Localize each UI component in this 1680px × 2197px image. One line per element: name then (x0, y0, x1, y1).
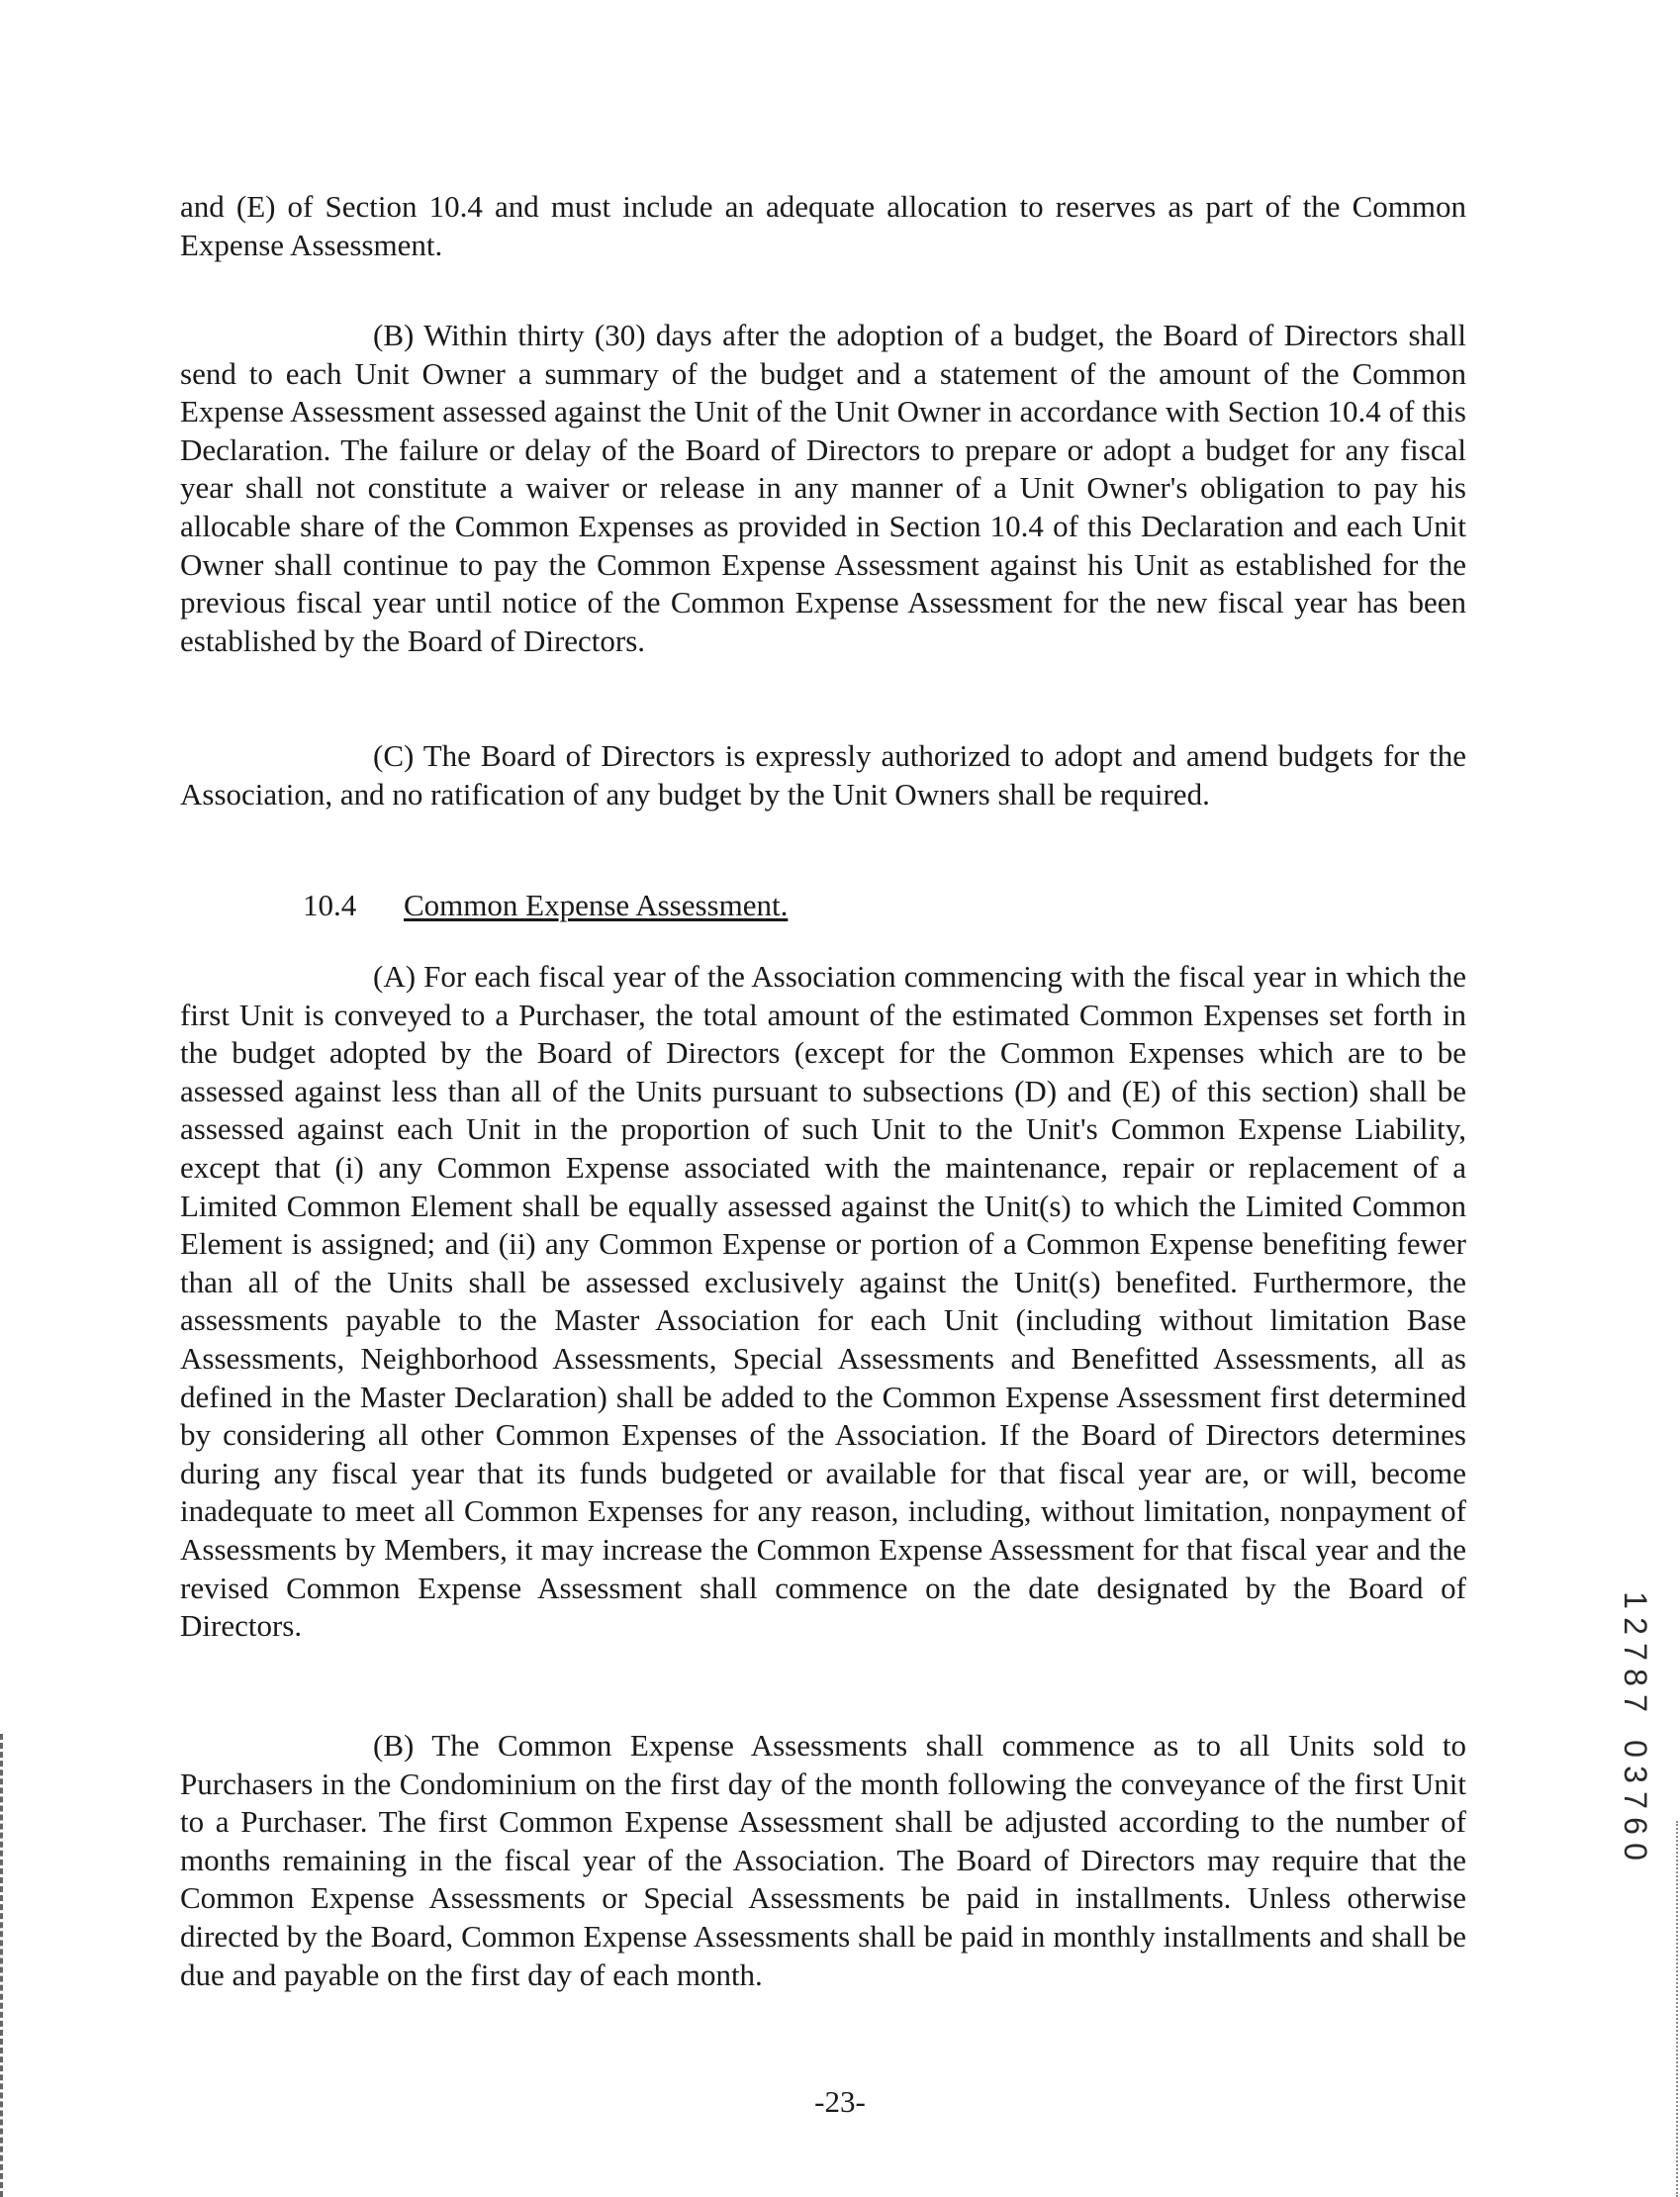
paragraph-continuation: and (E) of Section 10.4 and must include an adequate allocation to reserves as part of the Common Expense Assessment. (180, 189, 1466, 262)
left-margin-scan-edge (0, 1734, 3, 2197)
stamp-digit: 2 (1618, 1617, 1653, 1635)
stamp-digit: 1 (1618, 1591, 1653, 1609)
section-number: 10.4 (303, 888, 357, 922)
stamp-digit: 7 (1618, 1791, 1653, 1809)
right-margin-scan-edge (1676, 1821, 1678, 2197)
page-number: -23- (814, 2084, 866, 2119)
stamp-digit: 6 (1618, 1817, 1653, 1835)
stamp-digit: 7 (1618, 1643, 1653, 1661)
stamp-digit: 0 (1618, 1843, 1653, 1861)
stamp-digit: 3 (1618, 1766, 1653, 1783)
paragraph-10-3-c: (C) The Board of Directors is expressly authorized to adopt and amend budgets for the Association, and no ratification of any budget by the Unit Owners shall be required. (180, 738, 1466, 812)
recording-stamp (1618, 1587, 1653, 1864)
stamp-digit: 7 (1618, 1694, 1653, 1712)
section-title: Common Expense Assessment. (404, 888, 789, 922)
paragraph-10-4-a: (A) For each fiscal year of the Association commencing with the fiscal year in which the first Unit is conveyed to a Purchaser, the total amount of the estimated Common Expenses set forth in the budget adopted by the Board of Directors (except for the Common Expenses which are to be assessed against less than all of the Units pursuant to subsections (D) and (E) of this section) shall be assessed against each Unit in the proportion of such Unit to the Unit's Common Expense Liability, except that (i) any Common Expense associated with the maintenance, repair or replacement of a Limited Common Element shall be equally assessed against the Unit(s) to which the Limited Common Element is assigned; and (ii) any Common Expense or portion of a Common Expense benefiting fewer than all of the Units shall be assessed exclusively against the Unit(s) benefited. Furthermore, the assessments payable to the Master Association for each Unit (including without limitation Base Assessments, Neighborhood Assessments, Special Assessments and Benefitted Assessments, all as defined in the Master Declaration) shall be added to the Common Expense Assessment first determined by considering all other Common Expenses of the Association. If the Board of Directors determines during any fiscal year that its funds budgeted or available for that fiscal year are, or will, become inadequate to meet all Common Expenses for any reason, including, without limitation, nonpayment of Assessments by Members, it may increase the Common Expense Assessment for that fiscal year and the revised Common Expense Assessment shall commence on the date designated by the Board of Directors. (180, 959, 1466, 1644)
paragraph-10-3-b: (B) Within thirty (30) days after the adoption of a budget, the Board of Directors shall send to each Unit Owner a summary of the budget and a statement of the amount of the Common Expense Assessment assessed against the Unit of the Unit Owner in accordance with Section 10.4 of this Declaration. The failure or delay of the Board of Directors to prepare or adopt a budget for any fiscal year shall not constitute a waiver or release in any manner of a Unit Owner's obligation to pay his allocable share of the Common Expenses as provided in Section 10.4 of this Declaration and each Unit Owner shall continue to pay the Common Expense Assessment against his Unit as established for the previous fiscal year until notice of the Common Expense Assessment for the new fiscal year has been established by the Board of Directors. (180, 318, 1466, 658)
stamp-digit: 8 (1618, 1669, 1653, 1686)
paragraph-10-4-b: (B) The Common Expense Assessments shall commence as to all Units sold to Purchasers in the Condominium on the first day of the month following the conveyance of the first Unit to a Purchaser. The first Common Expense Assessment shall be adjusted according to the number of months remaining in the fiscal year of the Association. The Board of Directors may require that the Common Expense Assessments or Special Assessments be paid in installments. Unless otherwise directed by the Board, Common Expense Assessments shall be paid in monthly installments and shall be due and payable on the first day of each month. (180, 1728, 1466, 1992)
stamp-digit: 0 (1618, 1740, 1653, 1758)
section-heading-10-4 (303, 887, 788, 925)
